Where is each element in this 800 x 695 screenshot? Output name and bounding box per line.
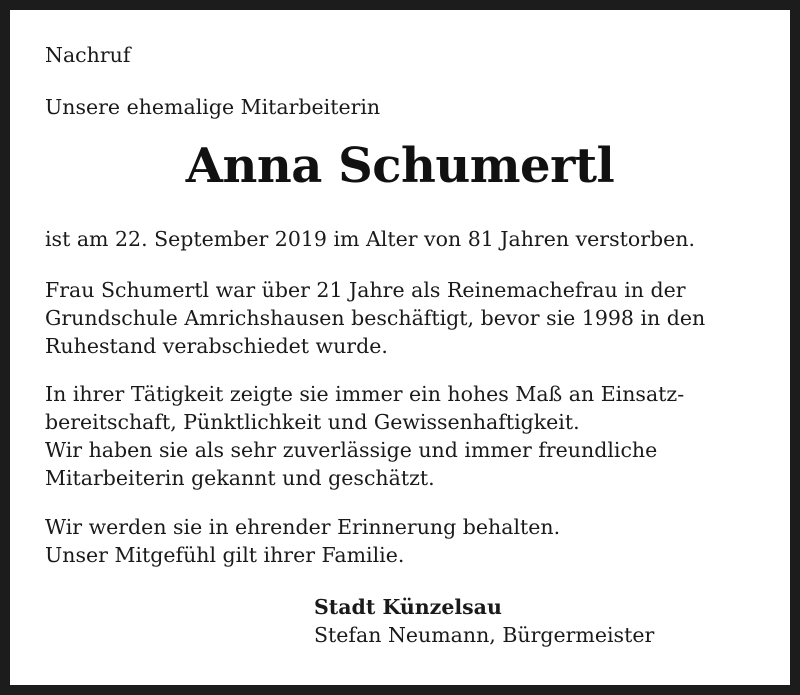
body-line: Frau Schumertl war über 21 Jahre als Reinemachefrau in der [45, 278, 686, 302]
body-line: bereitschaft, Pünktlichkeit und Gewissenhaftigkeit. [45, 410, 580, 434]
closing-line: Wir werden sie in ehrender Erinnerung behalten. [45, 515, 561, 539]
signature-signer: Stefan Neumann, Bürgermeister [314, 623, 655, 647]
notice-heading: Nachruf [45, 43, 131, 67]
death-date-line: ist am 22. September 2019 im Alter von 81 Jahren verstorben. [45, 227, 695, 251]
body-line: Wir haben sie als sehr zuverlässige und immer freundliche [45, 438, 658, 462]
body-line: Mitarbeiterin gekannt und geschätzt. [45, 466, 435, 490]
closing-line: Unser Mitgefühl gilt ihrer Familie. [45, 543, 405, 567]
body-line: Ruhestand verabschiedet wurde. [45, 334, 388, 358]
body-line: In ihrer Tätigkeit zeigte sie immer ein hohes Maß an Einsatz- [45, 382, 685, 406]
deceased-name: Anna Schumertl [185, 138, 615, 194]
signature-organization: Stadt Künzelsau [314, 595, 502, 619]
body-line: Grundschule Amrichshausen beschäftigt, bevor sie 1998 in den [45, 306, 706, 330]
notice-intro: Unsere ehemalige Mitarbeiterin [45, 95, 381, 119]
